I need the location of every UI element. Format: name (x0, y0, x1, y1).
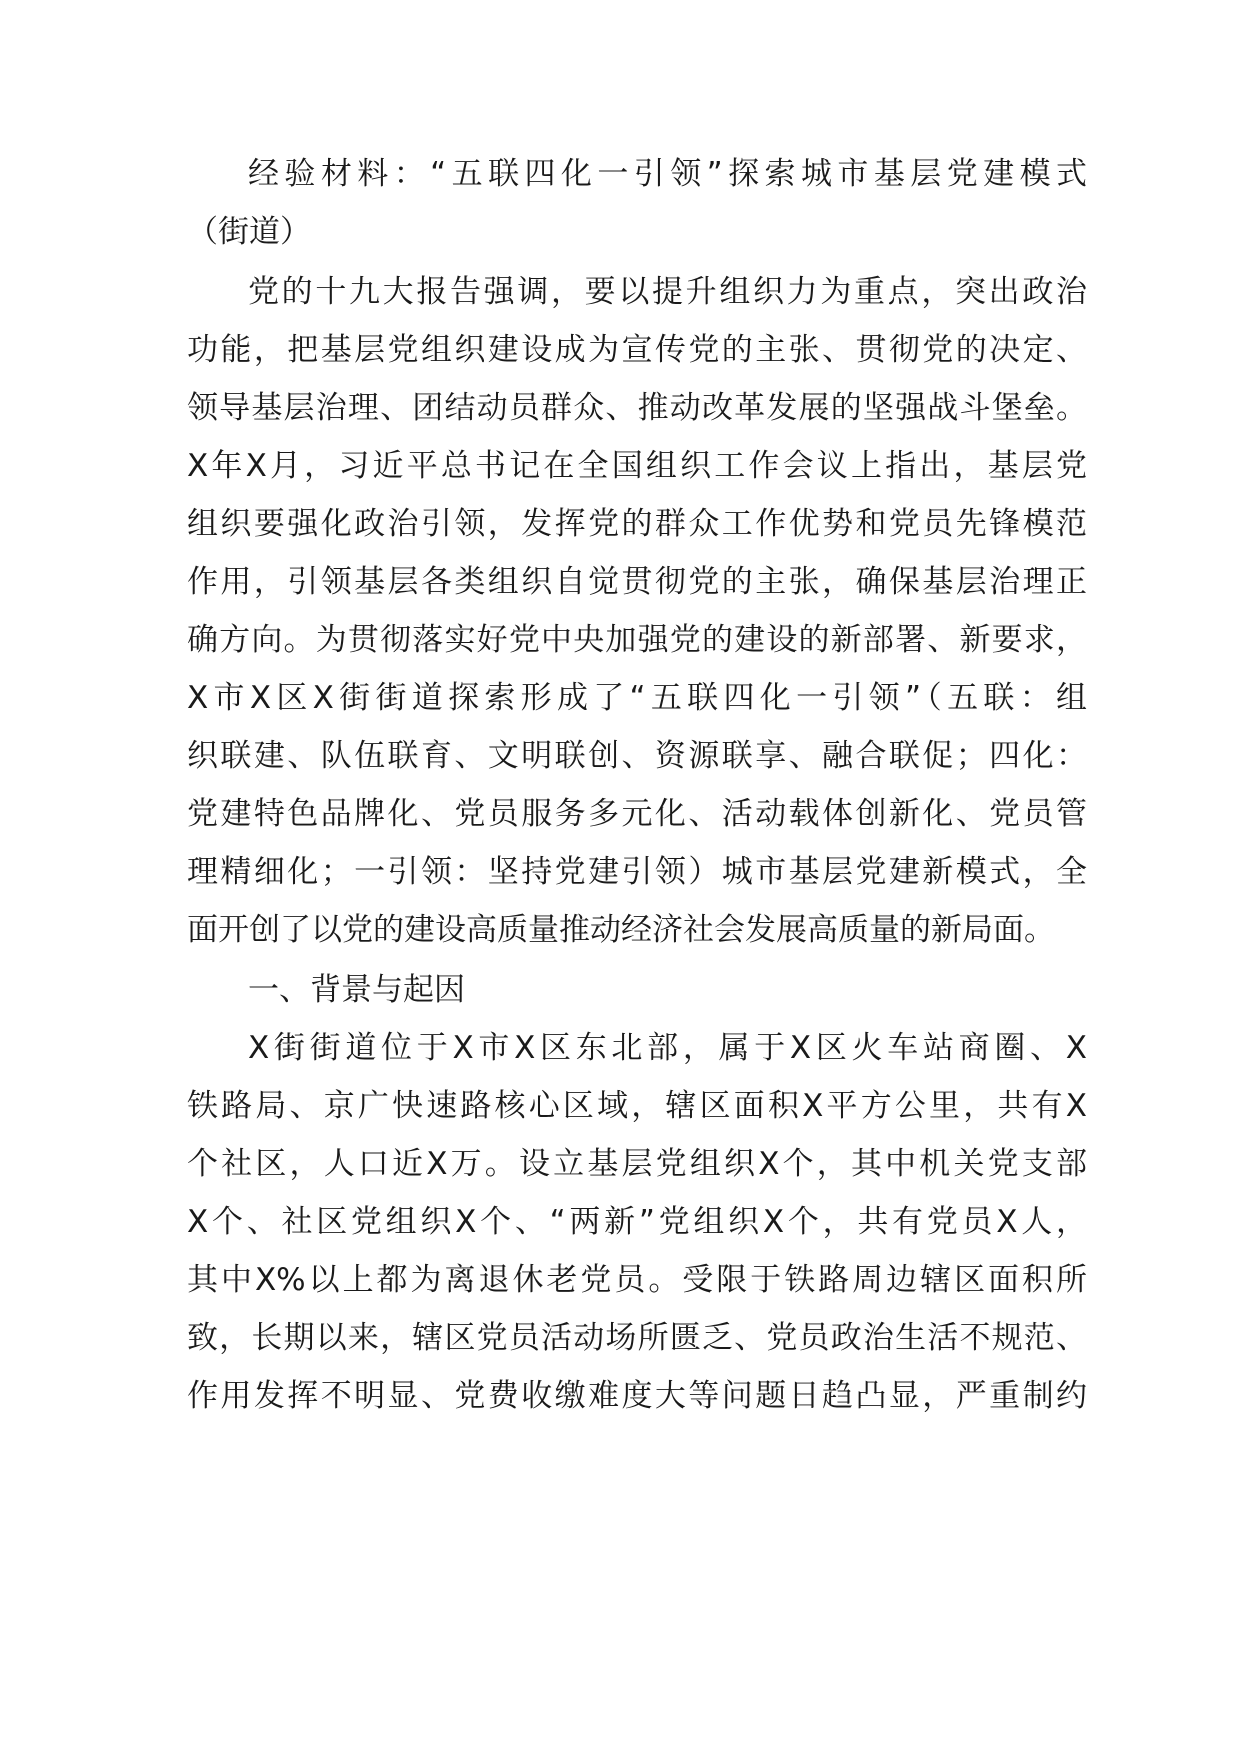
section-paragraph-line: 个社区，人口近X万。设立基层党组织X个，其中机关党支部 (187, 1146, 1087, 1182)
section-paragraph-line: X个、社区党组织X个、“两新”党组织X个，共有党员X人， (187, 1204, 1087, 1240)
intro-paragraph-line: 织联建、队伍联育、文明联创、资源联享、融合联促；四化： (187, 738, 1087, 774)
intro-paragraph-line: 确方向。为贯彻落实好党中央加强党的建设的新部署、新要求， (187, 622, 1087, 658)
document-title-line-1: 经验材料：“五联四化一引领”探索城市基层党建模式 (248, 156, 1087, 192)
intro-paragraph-line: X市X区X街街道探索形成了“五联四化一引领”（五联：组 (187, 680, 1087, 716)
intro-paragraph-line: 党的十九大报告强调，要以提升组织力为重点，突出政治 (248, 274, 1087, 310)
intro-paragraph-line: X年X月，习近平总书记在全国组织工作会议上指出，基层党 (187, 448, 1087, 484)
document-title-line-2: （街道） (187, 214, 311, 250)
section-paragraph-line: 其中X%以上都为离退休老党员。受限于铁路周边辖区面积所 (187, 1262, 1087, 1298)
intro-paragraph-line: 理精细化；一引领：坚持党建引领）城市基层党建新模式，全 (187, 854, 1087, 890)
section-paragraph-line: X街街道位于X市X区东北部，属于X区火车站商圈、X (248, 1030, 1087, 1066)
section-paragraph-line: 铁路局、京广快速路核心区域，辖区面积X平方公里，共有X (187, 1088, 1087, 1124)
section-paragraph-line: 致，长期以来，辖区党员活动场所匮乏、党员政治生活不规范、 (187, 1320, 1087, 1356)
intro-paragraph-line: 党建特色品牌化、党员服务多元化、活动载体创新化、党员管 (187, 796, 1087, 832)
intro-paragraph-line: 作用，引领基层各类组织自觉贯彻党的主张，确保基层治理正 (187, 564, 1087, 600)
intro-paragraph-line: 面开创了以党的建设高质量推动经济社会发展高质量的新局面。 (187, 912, 1055, 948)
intro-paragraph-line: 功能，把基层党组织建设成为宣传党的主张、贯彻党的决定、 (187, 332, 1087, 368)
intro-paragraph-line: 组织要强化政治引领，发挥党的群众工作优势和党员先锋模范 (187, 506, 1087, 542)
section-heading: 一、背景与起因 (248, 972, 465, 1008)
section-paragraph-line: 作用发挥不明显、党费收缴难度大等问题日趋凸显，严重制约 (187, 1378, 1087, 1414)
intro-paragraph-line: 领导基层治理、团结动员群众、推动改革发展的坚强战斗堡垒。 (187, 390, 1087, 426)
